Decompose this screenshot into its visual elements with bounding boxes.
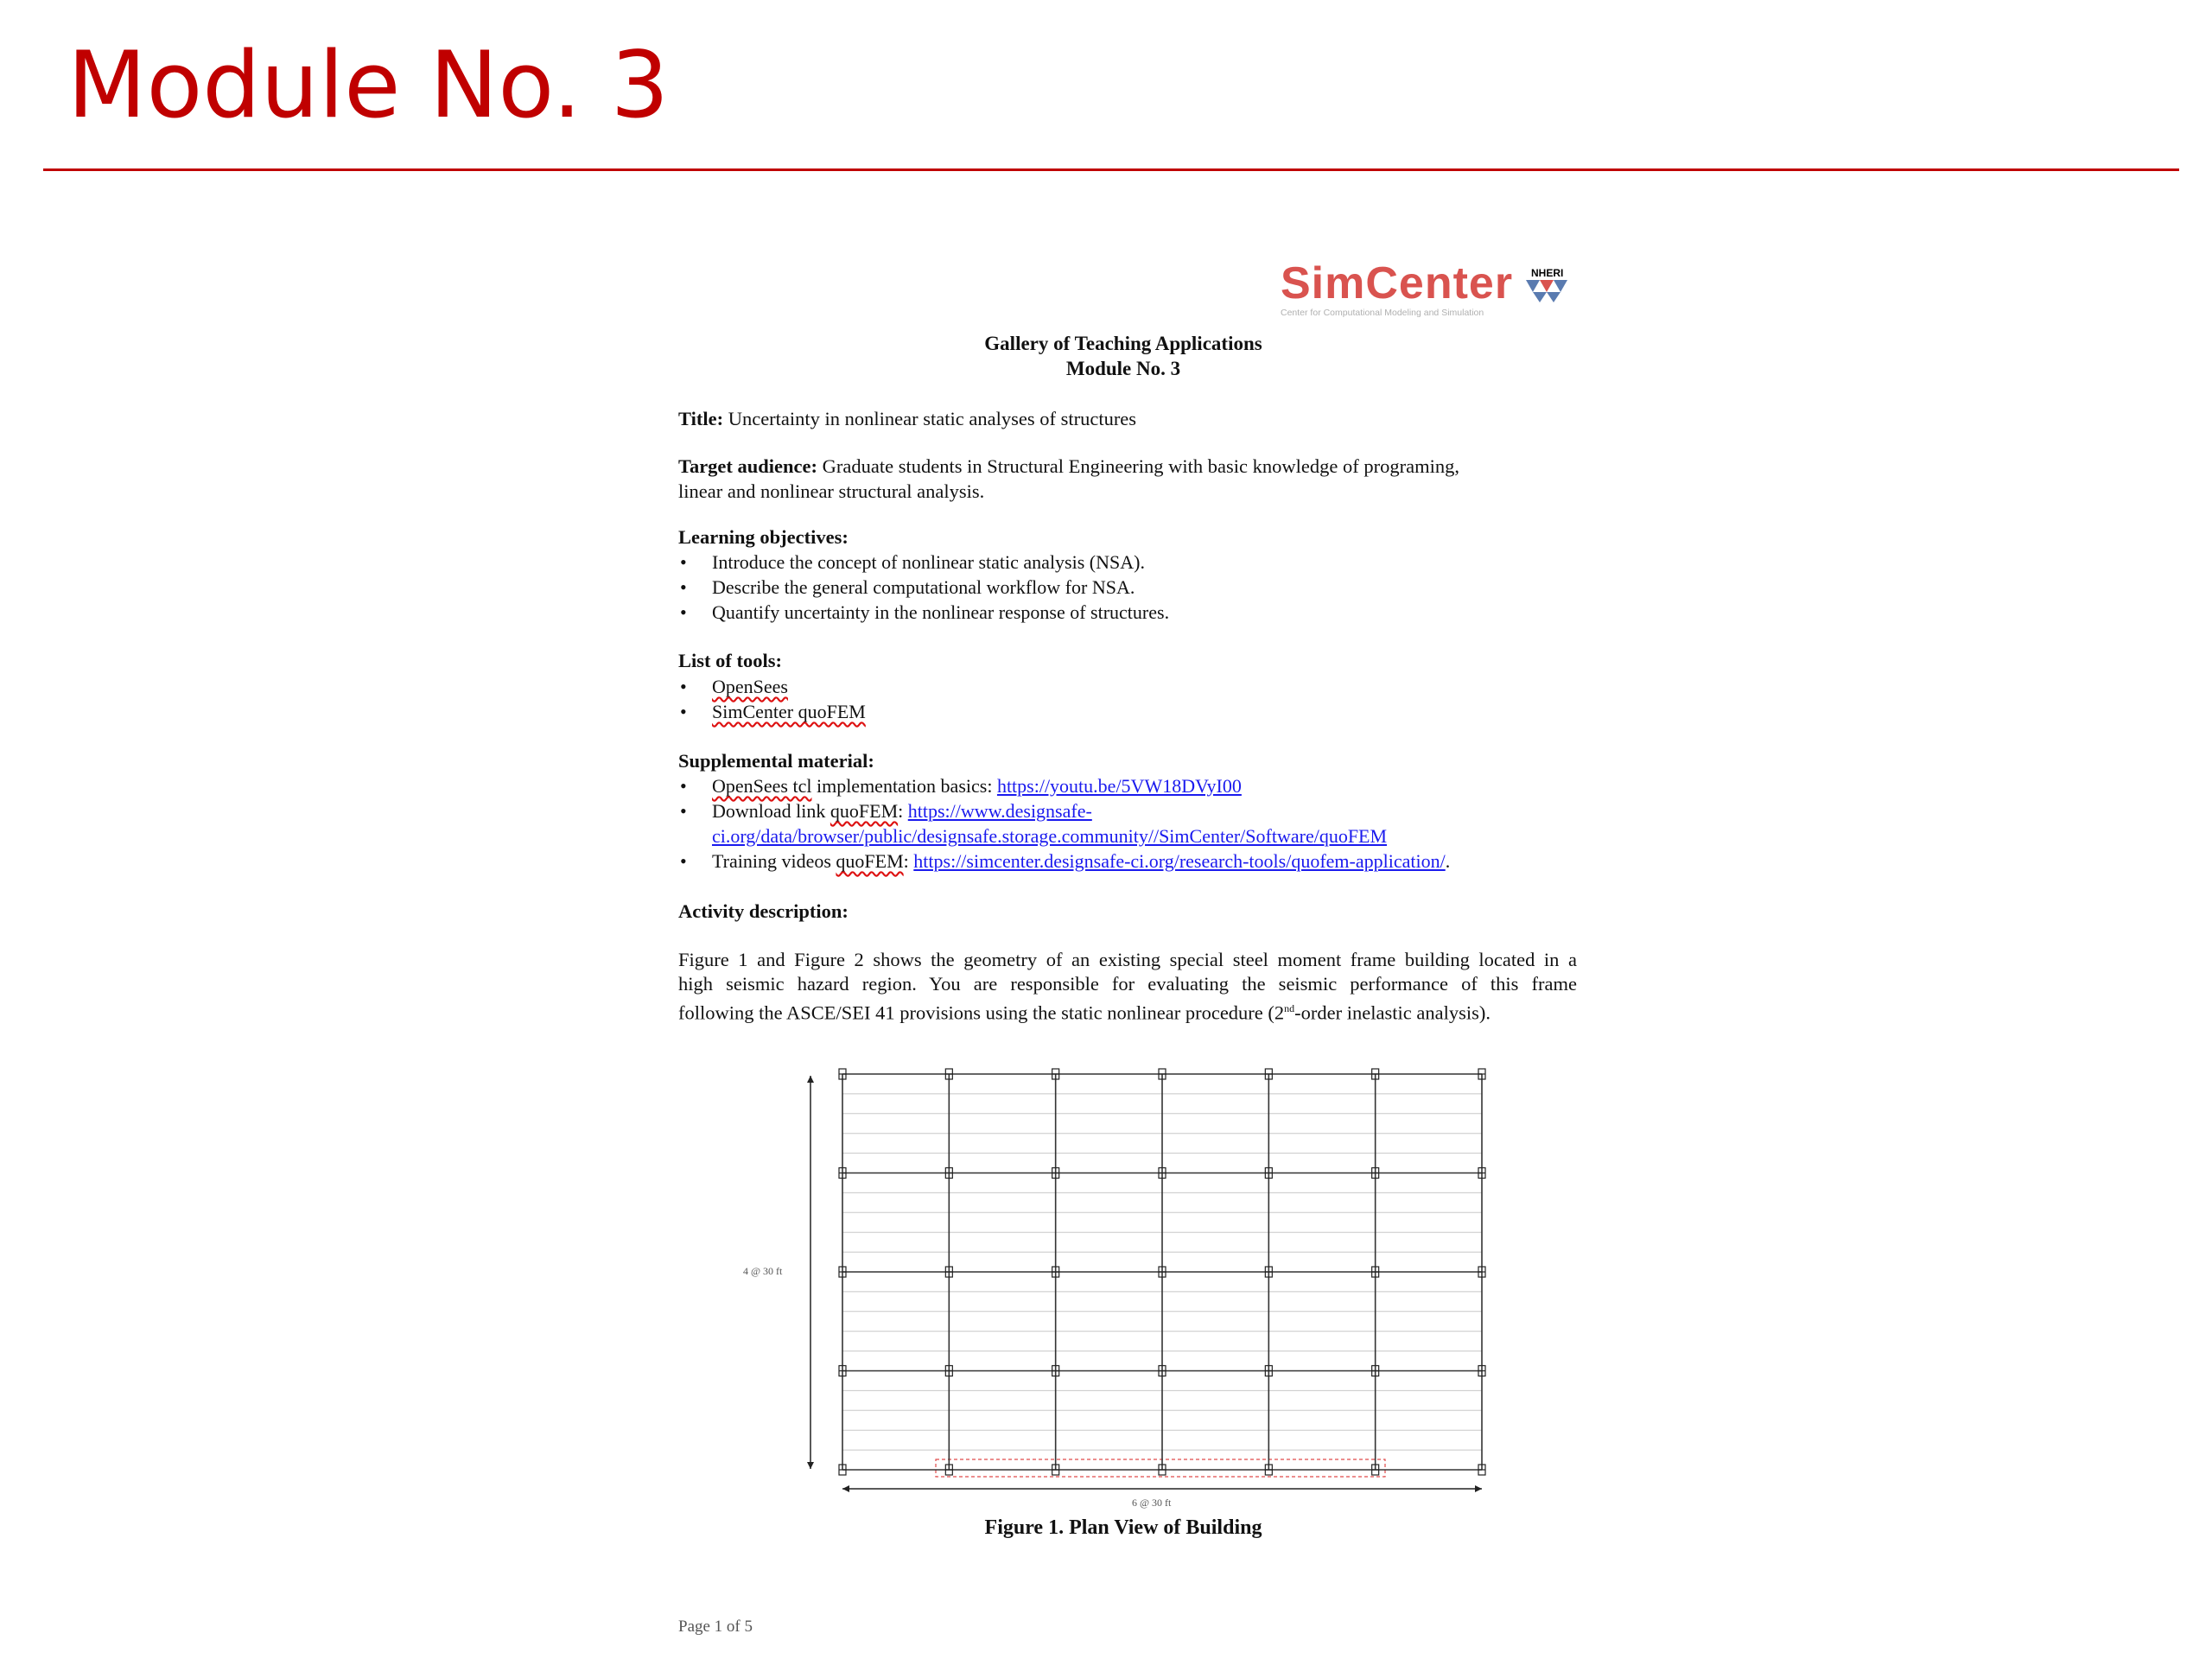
audience-block	[678, 454, 1577, 504]
objectives-list	[678, 550, 1169, 625]
quofem-download-link[interactable]: https://www.designsafe- ci.org/data/browser/public/designsafe.storage.community//SimCenter/Software/quoFEM	[712, 800, 1388, 847]
list-item: • Training videos quoFEM: https://simcenter.designsafe-ci.org/research-tools/quofem-application/.	[680, 850, 1451, 872]
youtube-link[interactable]: https://youtu.be/5VW18DVyI00	[996, 775, 1242, 797]
objectives-heading: Learning objectives:	[678, 526, 849, 548]
list-item: • Quantify uncertainty in the nonlinear response of structures.	[680, 601, 1170, 623]
logo-badge-text: NHERI	[1531, 267, 1564, 279]
audience-value-2: linear and nonlinear structural analysis.	[678, 480, 985, 502]
nheri-badge-icon	[1524, 266, 1569, 304]
list-item: • SimCenter quoFEM	[680, 701, 866, 722]
activity-paragraph: Figure 1 and Figure 2 shows the geometry of an existing special steel moment frame building located in a high seismic hazard region. You are responsible for evaluating the seismic performance of this frame following the ASCE/SEI 41 provisions using the static nonlinear procedure (2nd-order inelastic analysis).	[678, 949, 1577, 1024]
page-footer: Page 1 of 5	[678, 1618, 753, 1636]
supplemental-heading: Supplemental material:	[678, 750, 874, 772]
audience-label: Target audience:	[678, 455, 818, 477]
simcenter-logo	[1281, 258, 1574, 321]
list-item: • Describe the general computational workflow for NSA.	[680, 576, 1135, 598]
plan-view-drawing	[734, 1058, 1495, 1525]
list-item: • OpenSees	[680, 676, 788, 697]
supplemental-list	[678, 773, 1594, 874]
audience-value-1: Graduate students in Structural Engineering with basic knowledge of programing,	[822, 455, 1459, 477]
list-item: • OpenSees tcl implementation basics: https://youtu.be/5VW18DVyI00	[680, 775, 1242, 797]
list-item: • Introduce the concept of nonlinear static analysis (NSA).	[680, 551, 1145, 573]
tools-list	[678, 674, 866, 724]
doc-heading-line2: Module No. 3	[1065, 358, 1181, 379]
logo-name: SimCenter	[1281, 258, 1514, 308]
tools-heading: List of tools:	[678, 650, 782, 671]
vertical-dimension-label: 4 @ 30 ft	[743, 1265, 783, 1277]
title-line	[678, 406, 1577, 431]
quofem-training-link[interactable]: https://simcenter.designsafe-ci.org/research-tools/quofem-application/	[913, 850, 1446, 872]
title-value: Uncertainty in nonlinear static analyses of structures	[728, 408, 1137, 429]
slide-title: Module No. 3	[67, 32, 670, 138]
logo-tagline: Center for Computational Modeling and Simulation	[1281, 308, 1484, 318]
plan-view-figure	[734, 1058, 1495, 1525]
horizontal-dimension-label: 6 @ 30 ft	[1132, 1497, 1172, 1509]
list-item: • Download link quoFEM: https://www.designsafe- ci.org/data/browser/public/designsafe.storage.community//SimCenter/Software/quoFEM	[680, 800, 1388, 847]
figure-caption: Figure 1. Plan View of Building	[984, 1516, 1262, 1539]
doc-heading-line1: Gallery of Teaching Applications	[984, 333, 1262, 354]
activity-heading: Activity description:	[678, 900, 849, 922]
title-label: Title:	[678, 408, 724, 429]
